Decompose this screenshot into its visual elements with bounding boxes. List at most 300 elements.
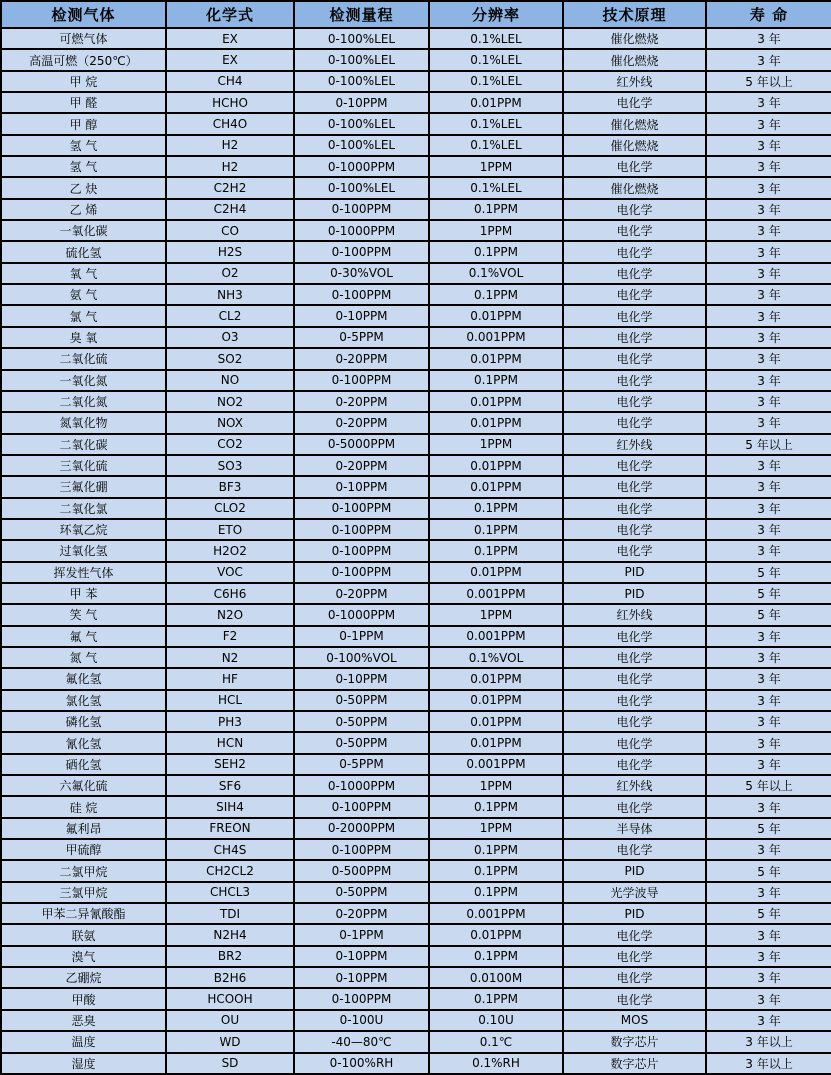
- cell-chemical-formula: WD: [166, 1031, 294, 1052]
- cell-chemical-formula: CH2CL2: [166, 860, 294, 881]
- cell-lifespan: 5 年: [706, 903, 831, 924]
- cell-gas-name: 过氧化氢: [1, 540, 166, 561]
- table-row: [1, 92, 831, 113]
- cell-detection-range: 0-100%RH: [294, 1053, 429, 1075]
- cell-gas-name: 氮 气: [1, 647, 166, 668]
- table-row: [1, 348, 831, 369]
- cell-technology: 电化学: [563, 241, 706, 262]
- cell-resolution: 0.01PPM: [429, 711, 563, 732]
- cell-technology: 电化学: [563, 348, 706, 369]
- cell-chemical-formula: SO3: [166, 455, 294, 476]
- cell-gas-name: 二氧化氯: [1, 498, 166, 519]
- cell-lifespan: 5 年: [706, 860, 831, 881]
- table-row: [1, 327, 831, 348]
- cell-gas-name: 笑 气: [1, 604, 166, 625]
- cell-gas-name: 环氧乙烷: [1, 519, 166, 540]
- cell-detection-range: 0-1000PPM: [294, 220, 429, 241]
- cell-chemical-formula: CO: [166, 220, 294, 241]
- table-row: [1, 604, 831, 625]
- cell-lifespan: 5 年以上: [706, 775, 831, 796]
- table-row: [1, 882, 831, 903]
- cell-lifespan: 5 年: [706, 562, 831, 583]
- cell-gas-name: 溴气: [1, 946, 166, 967]
- cell-detection-range: 0-1PPM: [294, 626, 429, 647]
- cell-lifespan: 3 年: [706, 711, 831, 732]
- cell-lifespan: 3 年: [706, 370, 831, 391]
- cell-detection-range: 0-100%LEL: [294, 49, 429, 70]
- cell-chemical-formula: C2H2: [166, 177, 294, 198]
- cell-resolution: 1PPM: [429, 775, 563, 796]
- cell-lifespan: 3 年: [706, 327, 831, 348]
- table-row: [1, 988, 831, 1009]
- cell-chemical-formula: HCL: [166, 690, 294, 711]
- cell-resolution: 0.01PPM: [429, 690, 563, 711]
- cell-detection-range: 0-10PPM: [294, 476, 429, 497]
- cell-chemical-formula: HCOOH: [166, 988, 294, 1009]
- table-row: [1, 241, 831, 262]
- table-row: [1, 28, 831, 49]
- cell-lifespan: 3 年: [706, 305, 831, 326]
- cell-resolution: 0.1PPM: [429, 199, 563, 220]
- table-row: [1, 434, 831, 455]
- cell-technology: PID: [563, 903, 706, 924]
- cell-detection-range: 0-20PPM: [294, 391, 429, 412]
- cell-detection-range: 0-5000PPM: [294, 434, 429, 455]
- cell-lifespan: 3 年: [706, 754, 831, 775]
- cell-detection-range: 0-50PPM: [294, 690, 429, 711]
- table-row: [1, 1010, 831, 1031]
- cell-gas-name: 甲 烷: [1, 71, 166, 92]
- cell-resolution: 0.01PPM: [429, 391, 563, 412]
- cell-detection-range: 0-100%LEL: [294, 71, 429, 92]
- cell-lifespan: 3 年: [706, 263, 831, 284]
- cell-technology: 电化学: [563, 156, 706, 177]
- cell-chemical-formula: H2: [166, 135, 294, 156]
- cell-resolution: 0.1PPM: [429, 540, 563, 561]
- cell-gas-name: 硫化氢: [1, 241, 166, 262]
- cell-technology: 电化学: [563, 668, 706, 689]
- cell-detection-range: 0-100%LEL: [294, 177, 429, 198]
- table-header: [1, 1, 831, 28]
- cell-chemical-formula: HCN: [166, 732, 294, 753]
- cell-lifespan: 3 年: [706, 498, 831, 519]
- cell-resolution: 0.1%VOL: [429, 647, 563, 668]
- cell-resolution: 0.1PPM: [429, 860, 563, 881]
- cell-technology: 光学波导: [563, 882, 706, 903]
- cell-technology: 电化学: [563, 967, 706, 988]
- table-row: [1, 860, 831, 881]
- cell-resolution: 0.01PPM: [429, 668, 563, 689]
- cell-technology: 电化学: [563, 263, 706, 284]
- table-row: [1, 775, 831, 796]
- cell-detection-range: 0-100PPM: [294, 519, 429, 540]
- cell-technology: 电化学: [563, 946, 706, 967]
- cell-gas-name: 甲苯二异氰酸酯: [1, 903, 166, 924]
- cell-technology: 催化燃烧: [563, 28, 706, 49]
- cell-lifespan: 3 年: [706, 647, 831, 668]
- cell-lifespan: 3 年: [706, 135, 831, 156]
- cell-gas-name: 乙硼烷: [1, 967, 166, 988]
- cell-detection-range: 0-100PPM: [294, 498, 429, 519]
- cell-technology: 电化学: [563, 284, 706, 305]
- cell-detection-range: 0-100PPM: [294, 988, 429, 1009]
- cell-chemical-formula: CH4: [166, 71, 294, 92]
- cell-chemical-formula: PH3: [166, 711, 294, 732]
- cell-gas-name: 氧 气: [1, 263, 166, 284]
- table-row: [1, 71, 831, 92]
- table-row: [1, 967, 831, 988]
- cell-chemical-formula: CO2: [166, 434, 294, 455]
- cell-resolution: 0.1%LEL: [429, 177, 563, 198]
- cell-detection-range: 0-10PPM: [294, 946, 429, 967]
- cell-lifespan: 3 年: [706, 49, 831, 70]
- cell-chemical-formula: SO2: [166, 348, 294, 369]
- cell-lifespan: 3 年: [706, 796, 831, 817]
- cell-resolution: 0.01PPM: [429, 732, 563, 753]
- cell-technology: 电化学: [563, 412, 706, 433]
- cell-resolution: 0.1PPM: [429, 519, 563, 540]
- table-row: [1, 49, 831, 70]
- table-row: [1, 113, 831, 134]
- cell-detection-range: 0-100PPM: [294, 241, 429, 262]
- cell-technology: 数字芯片: [563, 1053, 706, 1075]
- cell-gas-name: 六氟化硫: [1, 775, 166, 796]
- cell-gas-name: 臭 氧: [1, 327, 166, 348]
- cell-gas-name: 甲 苯: [1, 583, 166, 604]
- table-row: [1, 540, 831, 561]
- table-row: [1, 455, 831, 476]
- cell-gas-name: 甲 醛: [1, 92, 166, 113]
- cell-gas-name: 磷化氢: [1, 711, 166, 732]
- cell-lifespan: 3 年: [706, 199, 831, 220]
- cell-chemical-formula: EX: [166, 28, 294, 49]
- cell-chemical-formula: FREON: [166, 818, 294, 839]
- cell-resolution: 0.1%LEL: [429, 28, 563, 49]
- cell-resolution: 0.1PPM: [429, 796, 563, 817]
- cell-chemical-formula: N2: [166, 647, 294, 668]
- cell-technology: 电化学: [563, 690, 706, 711]
- cell-technology: 电化学: [563, 370, 706, 391]
- cell-resolution: 0.1PPM: [429, 882, 563, 903]
- cell-gas-name: 氟 气: [1, 626, 166, 647]
- cell-detection-range: 0-100PPM: [294, 562, 429, 583]
- cell-technology: 电化学: [563, 839, 706, 860]
- cell-resolution: 0.1%LEL: [429, 135, 563, 156]
- cell-chemical-formula: H2S: [166, 241, 294, 262]
- cell-technology: 电化学: [563, 391, 706, 412]
- cell-technology: 电化学: [563, 647, 706, 668]
- cell-technology: 电化学: [563, 626, 706, 647]
- cell-lifespan: 3 年: [706, 241, 831, 262]
- cell-lifespan: 3 年: [706, 540, 831, 561]
- cell-gas-name: 温度: [1, 1031, 166, 1052]
- cell-resolution: 0.001PPM: [429, 583, 563, 604]
- cell-technology: 电化学: [563, 796, 706, 817]
- cell-detection-range: 0-100PPM: [294, 839, 429, 860]
- cell-gas-name: 氰化氢: [1, 732, 166, 753]
- cell-detection-range: 0-100%VOL: [294, 647, 429, 668]
- cell-detection-range: 0-50PPM: [294, 711, 429, 732]
- table-row: [1, 177, 831, 198]
- cell-technology: 催化燃烧: [563, 177, 706, 198]
- cell-technology: PID: [563, 583, 706, 604]
- cell-technology: 催化燃烧: [563, 113, 706, 134]
- cell-gas-name: 高温可燃（250℃）: [1, 49, 166, 70]
- cell-detection-range: 0-100U: [294, 1010, 429, 1031]
- cell-detection-range: 0-20PPM: [294, 348, 429, 369]
- cell-chemical-formula: SEH2: [166, 754, 294, 775]
- cell-detection-range: 0-100%LEL: [294, 135, 429, 156]
- cell-detection-range: 0-100%LEL: [294, 28, 429, 49]
- cell-lifespan: 3 年: [706, 626, 831, 647]
- column-header-detection-range: 检测量程: [294, 1, 429, 28]
- cell-gas-name: 氟化氢: [1, 668, 166, 689]
- cell-gas-name: 氯化氢: [1, 690, 166, 711]
- cell-lifespan: 3 年: [706, 967, 831, 988]
- cell-detection-range: 0-10PPM: [294, 92, 429, 113]
- cell-detection-range: 0-20PPM: [294, 412, 429, 433]
- cell-resolution: 0.001PPM: [429, 903, 563, 924]
- table-row: [1, 412, 831, 433]
- cell-resolution: 0.01PPM: [429, 924, 563, 945]
- cell-gas-name: 二氧化氮: [1, 391, 166, 412]
- table-row: [1, 498, 831, 519]
- cell-resolution: 0.1%LEL: [429, 71, 563, 92]
- cell-technology: 电化学: [563, 732, 706, 753]
- table-row: [1, 263, 831, 284]
- cell-lifespan: 5 年: [706, 818, 831, 839]
- cell-technology: 红外线: [563, 434, 706, 455]
- column-header-resolution: 分辨率: [429, 1, 563, 28]
- table-row: [1, 668, 831, 689]
- cell-gas-name: 甲 醇: [1, 113, 166, 134]
- cell-gas-name: 三氯甲烷: [1, 882, 166, 903]
- cell-gas-name: 硅 烷: [1, 796, 166, 817]
- table-row: [1, 839, 831, 860]
- cell-gas-name: 二氧化硫: [1, 348, 166, 369]
- cell-chemical-formula: SIH4: [166, 796, 294, 817]
- cell-technology: 电化学: [563, 305, 706, 326]
- cell-lifespan: 3 年: [706, 988, 831, 1009]
- cell-resolution: 1PPM: [429, 818, 563, 839]
- cell-resolution: 0.1PPM: [429, 839, 563, 860]
- table-row: [1, 135, 831, 156]
- cell-chemical-formula: EX: [166, 49, 294, 70]
- cell-gas-name: 三氧化硫: [1, 455, 166, 476]
- table-row: [1, 156, 831, 177]
- cell-chemical-formula: C2H4: [166, 199, 294, 220]
- table-row: [1, 370, 831, 391]
- cell-chemical-formula: N2O: [166, 604, 294, 625]
- cell-chemical-formula: HCHO: [166, 92, 294, 113]
- column-header-chemical-formula: 化学式: [166, 1, 294, 28]
- cell-gas-name: 湿度: [1, 1053, 166, 1075]
- cell-detection-range: 0-20PPM: [294, 455, 429, 476]
- cell-chemical-formula: O3: [166, 327, 294, 348]
- cell-chemical-formula: N2H4: [166, 924, 294, 945]
- cell-resolution: 1PPM: [429, 434, 563, 455]
- cell-gas-name: 氟利昂: [1, 818, 166, 839]
- cell-technology: PID: [563, 860, 706, 881]
- cell-resolution: 0.1%LEL: [429, 113, 563, 134]
- cell-resolution: 0.01PPM: [429, 92, 563, 113]
- table-row: [1, 903, 831, 924]
- cell-technology: 电化学: [563, 711, 706, 732]
- cell-resolution: 0.001PPM: [429, 327, 563, 348]
- cell-detection-range: 0-1PPM: [294, 924, 429, 945]
- cell-gas-name: 甲硫醇: [1, 839, 166, 860]
- cell-resolution: 0.1℃: [429, 1031, 563, 1052]
- column-header-gas-name: 检测气体: [1, 1, 166, 28]
- cell-lifespan: 3 年: [706, 476, 831, 497]
- cell-gas-name: 可燃气体: [1, 28, 166, 49]
- cell-technology: 电化学: [563, 220, 706, 241]
- cell-detection-range: 0-50PPM: [294, 882, 429, 903]
- cell-detection-range: 0-20PPM: [294, 903, 429, 924]
- cell-gas-name: 氢 气: [1, 156, 166, 177]
- cell-technology: 电化学: [563, 327, 706, 348]
- cell-lifespan: 3 年: [706, 177, 831, 198]
- cell-detection-range: 0-1000PPM: [294, 604, 429, 625]
- cell-chemical-formula: CL2: [166, 305, 294, 326]
- cell-technology: 电化学: [563, 199, 706, 220]
- cell-resolution: 1PPM: [429, 220, 563, 241]
- cell-lifespan: 3 年: [706, 28, 831, 49]
- cell-lifespan: 3 年: [706, 946, 831, 967]
- table-body: [1, 28, 831, 1074]
- cell-lifespan: 3 年: [706, 690, 831, 711]
- cell-chemical-formula: B2H6: [166, 967, 294, 988]
- cell-detection-range: 0-20PPM: [294, 583, 429, 604]
- cell-technology: 红外线: [563, 71, 706, 92]
- cell-detection-range: 0-2000PPM: [294, 818, 429, 839]
- cell-technology: 电化学: [563, 754, 706, 775]
- cell-gas-name: 挥发性气体: [1, 562, 166, 583]
- cell-lifespan: 3 年: [706, 732, 831, 753]
- cell-technology: 电化学: [563, 455, 706, 476]
- cell-chemical-formula: TDI: [166, 903, 294, 924]
- cell-gas-name: 二氯甲烷: [1, 860, 166, 881]
- cell-gas-name: 二氧化碳: [1, 434, 166, 455]
- cell-resolution: 0.01PPM: [429, 476, 563, 497]
- cell-resolution: 0.1PPM: [429, 284, 563, 305]
- cell-lifespan: 3 年: [706, 348, 831, 369]
- cell-detection-range: 0-100PPM: [294, 199, 429, 220]
- cell-chemical-formula: C6H6: [166, 583, 294, 604]
- table-row: [1, 391, 831, 412]
- cell-resolution: 1PPM: [429, 604, 563, 625]
- table-row: [1, 199, 831, 220]
- cell-detection-range: 0-100PPM: [294, 540, 429, 561]
- cell-technology: 数字芯片: [563, 1031, 706, 1052]
- cell-resolution: 0.1%VOL: [429, 263, 563, 284]
- cell-lifespan: 5 年以上: [706, 71, 831, 92]
- table-row: [1, 796, 831, 817]
- cell-chemical-formula: F2: [166, 626, 294, 647]
- cell-technology: PID: [563, 562, 706, 583]
- cell-detection-range: 0-10PPM: [294, 668, 429, 689]
- cell-technology: 半导体: [563, 818, 706, 839]
- cell-lifespan: 3 年: [706, 1010, 831, 1031]
- cell-resolution: 0.1PPM: [429, 988, 563, 1009]
- cell-detection-range: 0-5PPM: [294, 327, 429, 348]
- cell-technology: 催化燃烧: [563, 49, 706, 70]
- table-row: [1, 711, 831, 732]
- cell-resolution: 0.01PPM: [429, 348, 563, 369]
- cell-resolution: 0.01PPM: [429, 412, 563, 433]
- table-row: [1, 1053, 831, 1075]
- table-row: [1, 690, 831, 711]
- cell-resolution: 0.0100M: [429, 967, 563, 988]
- cell-gas-name: 硒化氢: [1, 754, 166, 775]
- cell-chemical-formula: NO: [166, 370, 294, 391]
- cell-lifespan: 3 年: [706, 412, 831, 433]
- cell-detection-range: 0-5PPM: [294, 754, 429, 775]
- cell-detection-range: 0-10PPM: [294, 967, 429, 988]
- cell-detection-range: 0-100PPM: [294, 284, 429, 305]
- cell-gas-name: 甲酸: [1, 988, 166, 1009]
- cell-detection-range: 0-500PPM: [294, 860, 429, 881]
- cell-resolution: 0.001PPM: [429, 754, 563, 775]
- cell-chemical-formula: VOC: [166, 562, 294, 583]
- cell-gas-name: 三氟化硼: [1, 476, 166, 497]
- cell-lifespan: 5 年以上: [706, 434, 831, 455]
- cell-detection-range: 0-30%VOL: [294, 263, 429, 284]
- cell-gas-name: 氨 气: [1, 284, 166, 305]
- cell-lifespan: 3 年: [706, 220, 831, 241]
- cell-technology: 红外线: [563, 775, 706, 796]
- cell-resolution: 0.1PPM: [429, 370, 563, 391]
- cell-resolution: 1PPM: [429, 156, 563, 177]
- cell-chemical-formula: H2: [166, 156, 294, 177]
- cell-resolution: 0.01PPM: [429, 455, 563, 476]
- cell-chemical-formula: ETO: [166, 519, 294, 540]
- cell-technology: 电化学: [563, 988, 706, 1009]
- cell-gas-name: 乙 炔: [1, 177, 166, 198]
- cell-detection-range: 0-100%LEL: [294, 113, 429, 134]
- cell-lifespan: 3 年: [706, 92, 831, 113]
- cell-gas-name: 氯 气: [1, 305, 166, 326]
- cell-chemical-formula: SF6: [166, 775, 294, 796]
- cell-resolution: 0.1%RH: [429, 1053, 563, 1075]
- cell-lifespan: 3 年: [706, 519, 831, 540]
- table-row: [1, 476, 831, 497]
- table-row: [1, 647, 831, 668]
- cell-lifespan: 3 年: [706, 113, 831, 134]
- cell-chemical-formula: NOX: [166, 412, 294, 433]
- cell-chemical-formula: O2: [166, 263, 294, 284]
- cell-technology: 电化学: [563, 924, 706, 945]
- cell-technology: 红外线: [563, 604, 706, 625]
- cell-chemical-formula: CHCL3: [166, 882, 294, 903]
- cell-resolution: 0.1PPM: [429, 498, 563, 519]
- table-row: [1, 626, 831, 647]
- cell-technology: 电化学: [563, 498, 706, 519]
- cell-technology: MOS: [563, 1010, 706, 1031]
- column-header-lifespan: 寿 命: [706, 1, 831, 28]
- table-row: [1, 818, 831, 839]
- cell-detection-range: 0-50PPM: [294, 732, 429, 753]
- cell-technology: 催化燃烧: [563, 135, 706, 156]
- header-row: [1, 1, 831, 28]
- cell-lifespan: 3 年: [706, 455, 831, 476]
- cell-lifespan: 3 年以上: [706, 1053, 831, 1075]
- cell-lifespan: 3 年: [706, 284, 831, 305]
- cell-resolution: 0.01PPM: [429, 305, 563, 326]
- table-row: [1, 924, 831, 945]
- cell-chemical-formula: CLO2: [166, 498, 294, 519]
- cell-chemical-formula: OU: [166, 1010, 294, 1031]
